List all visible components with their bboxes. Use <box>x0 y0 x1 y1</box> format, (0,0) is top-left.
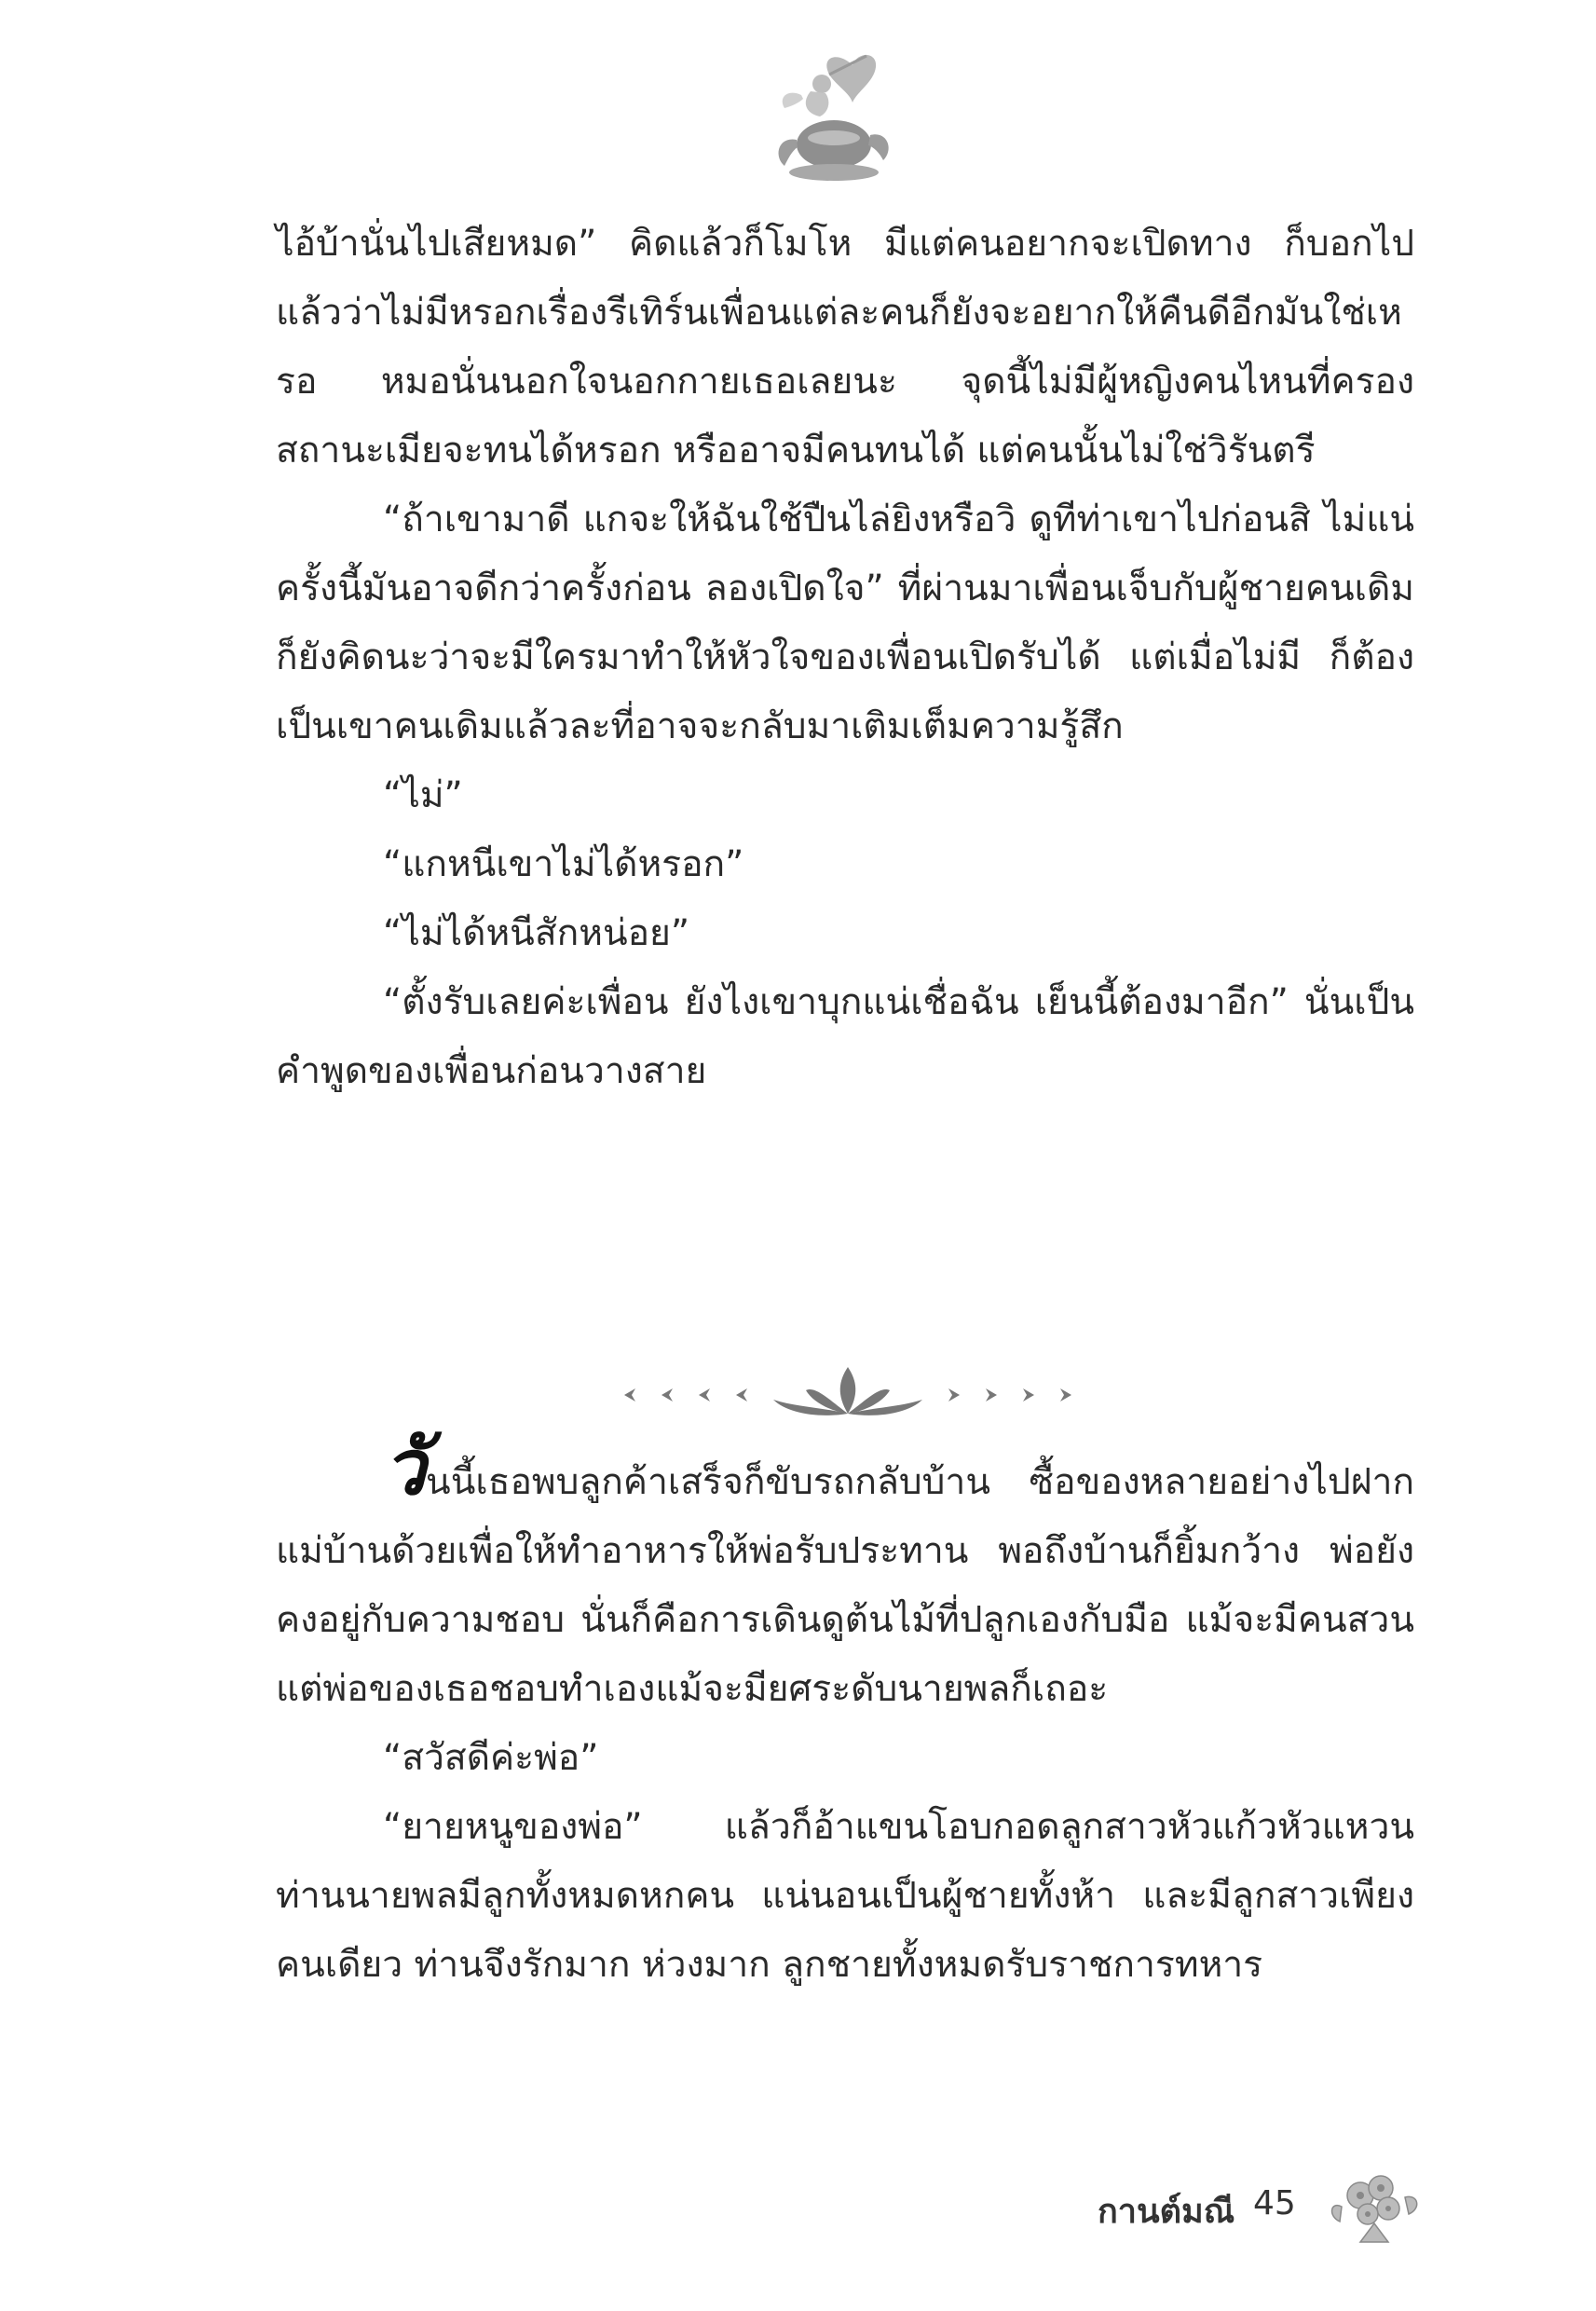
paragraph: “ยายหนูของพ่อ” แล้วก็อ้าแขนโอบกอดลูกสาวหัวแก้วหัวแหวน ท่านนายพลมีลูกทั้งหมดหกคน แน่นอนเป็นผู้ชายทั้งห้า และมีลูกสาวเพียงคนเดียว ท่านจึงรักมาก ห่วงมาก ลูกชายทั้งหมดรับราชการทหาร <box>276 1806 1414 1986</box>
paragraph-with-dropcap <box>276 1423 1414 1724</box>
section-2 <box>276 1423 1414 2000</box>
floral-divider-icon <box>615 1362 1081 1428</box>
paragraph: “ตั้งรับเลยค่ะเพื่อน ยังไงเขาบุกแน่เชื่อฉัน เย็นนี้ต้องมาอีก” นั่นเป็นคำพูดของเพื่อนก่อนวางสาย <box>276 981 1414 1092</box>
paragraph-text: นนี้เธอพบลูกค้าเสร็จก็ขับรถกลับบ้าน ซื้อของหลายอย่างไปฝากแม่บ้านด้วยเพื่อให้ทำอาหารให้พ่อรับประทาน พอถึงบ้านก็ยิ้มกว้าง พ่อยังคงอยู่กับความชอบ นั่นก็คือการเดินดูต้นไม้ที่ปลูกเองกับมือ แม้จะมีคนสวนแต่พ่อของเธอชอบทำเองแม้จะมียศระดับนายพลก็เถอะ <box>276 1461 1414 1710</box>
dialogue-line: “สวัสดีค่ะพ่อ” <box>383 1737 599 1779</box>
dialogue-line: “ไม่” <box>383 774 463 816</box>
book-title: กานต์มณี <box>1098 2193 1235 2231</box>
dialogue-line: “แกหนีเขาไม่ได้หรอก” <box>383 843 744 885</box>
paragraph: ไอ้บ้านั่นไปเสียหมด” คิดแล้วก็โมโห มีแต่คนอยากจะเปิดทาง ก็บอกไปแล้วว่าไม่มีหรอกเรื่องรีเทิร์นเพื่อนแต่ละคนก็ยังจะอยากให้คืนดีอีกมันใช่เหรอ หมอนั่นนอกใจนอกกายเธอเลยนะ จุดนี้ไม่มีผู้หญิงคนไหนที่ครองสถานะเมียจะทนได้หรอก หรืออาจมีคนทนได้ แต่คนนั้นไม่ใช่วิรันตรี <box>276 223 1414 472</box>
section-1 <box>276 210 1414 1106</box>
dialogue-line: “ไม่ได้หนีสักหน่อย” <box>383 912 690 954</box>
teapot-cupid-icon <box>764 47 904 196</box>
drop-cap: วั <box>383 1423 427 1512</box>
page-footer <box>1071 2160 1444 2244</box>
paragraph: “ถ้าเขามาดี แกจะให้ฉันใช้ปืนไล่ยิงหรือวิ ดูทีท่าเขาไปก่อนสิ ไม่แน่ครั้งนี้มันอาจดีกว่าครั้งก่อน ลองเปิดใจ” ที่ผ่านมาเพื่อนเจ็บกับผู้ชายคนเดิม ก็ยังคิดนะว่าจะมีใครมาทำให้หัวใจของเพื่อนเปิดรับได้ แต่เมื่อไม่มี ก็ต้องเป็นเขาคนเดิมแล้วละที่อาจจะกลับมาเติมเต็มความรู้สึก <box>276 499 1414 747</box>
page-number: 45 <box>1253 2184 1296 2222</box>
flower-bouquet-icon <box>1323 2160 1425 2244</box>
